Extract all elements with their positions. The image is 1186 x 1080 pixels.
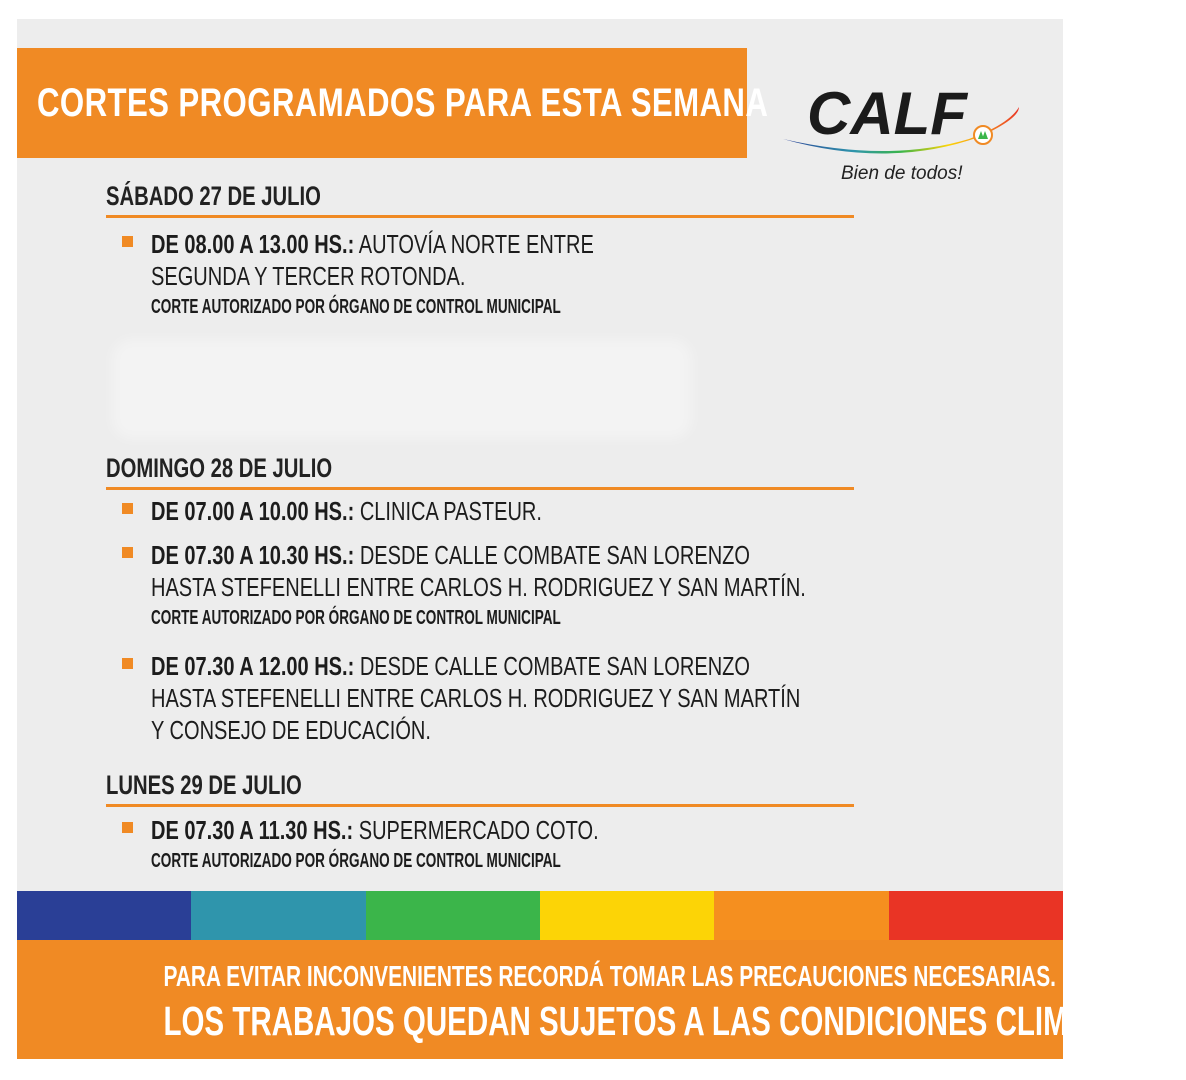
color-stripe	[17, 891, 191, 940]
day-section-saturday	[106, 181, 854, 218]
item-text: DESDE CALLE COMBATE SAN LORENZO	[354, 540, 750, 570]
logo-tagline: Bien de todos!	[841, 163, 963, 184]
item-note: CORTE AUTORIZADO POR ÓRGANO DE CONTROL MUNICIPAL	[151, 607, 561, 629]
faded-area	[112, 339, 692, 439]
item-text: SUPERMERCADO COTO.	[353, 815, 599, 845]
item-text: AUTOVÍA NORTE ENTRE	[354, 229, 594, 259]
footer-line-1: PARA EVITAR INCONVENIENTES RECORDÁ TOMAR LAS PRECAUCIONES NECESARIAS.	[163, 961, 1056, 993]
title-banner	[17, 48, 769, 158]
color-stripe	[191, 891, 365, 940]
color-stripes	[17, 891, 1063, 940]
day-divider	[106, 215, 854, 218]
footer-banner	[17, 940, 1186, 1059]
day-divider	[106, 487, 854, 490]
color-stripe	[889, 891, 1063, 940]
item-time: DE 08.00 A 13.00 HS.:	[151, 229, 355, 259]
day-heading: DOMINGO 28 DE JULIO	[106, 453, 333, 483]
color-stripe	[540, 891, 714, 940]
item-text: HASTA STEFENELLI ENTRE CARLOS H. RODRIGUEZ Y SAN MARTÍN	[151, 683, 801, 713]
item-time: DE 07.00 A 10.00 HS.:	[151, 496, 355, 526]
bullet-square-icon	[122, 822, 133, 833]
bullet-square-icon	[122, 658, 133, 669]
calf-logo-mark	[779, 79, 1029, 164]
logo-wordmark: CALF	[807, 80, 967, 147]
item-text: DESDE CALLE COMBATE SAN LORENZO	[354, 651, 750, 681]
item-time: DE 07.30 A 10.30 HS.:	[151, 540, 355, 570]
item-text: CLINICA PASTEUR.	[354, 496, 542, 526]
bullet-square-icon	[122, 503, 133, 514]
day-divider	[106, 804, 854, 807]
notice-card	[17, 19, 1186, 1059]
color-stripe	[714, 891, 888, 940]
item-note: CORTE AUTORIZADO POR ÓRGANO DE CONTROL MUNICIPAL	[151, 296, 561, 318]
calf-logo	[779, 79, 1029, 189]
day-section-monday	[106, 770, 854, 807]
bullet-square-icon	[122, 547, 133, 558]
color-stripe	[366, 891, 540, 940]
day-section-sunday	[106, 453, 854, 490]
bullet-square-icon	[122, 236, 133, 247]
item-time: DE 07.30 A 11.30 HS.:	[151, 815, 354, 845]
item-note: CORTE AUTORIZADO POR ÓRGANO DE CONTROL MUNICIPAL	[151, 850, 561, 872]
page-title: CORTES PROGRAMADOS PARA ESTA SEMANA	[37, 81, 769, 125]
item-text: Y CONSEJO DE EDUCACIÓN.	[151, 715, 431, 745]
item-text: HASTA STEFENELLI ENTRE CARLOS H. RODRIGUEZ Y SAN MARTÍN.	[151, 572, 806, 602]
day-heading: LUNES 29 DE JULIO	[106, 770, 302, 800]
footer-line-2: LOS TRABAJOS QUEDAN SUJETOS A LAS CONDICIONES CLIMÁTICAS.	[163, 998, 1186, 1044]
item-time: DE 07.30 A 12.00 HS.:	[151, 651, 355, 681]
day-heading: SÁBADO 27 DE JULIO	[106, 181, 321, 211]
item-text: SEGUNDA Y TERCER ROTONDA.	[151, 261, 466, 291]
